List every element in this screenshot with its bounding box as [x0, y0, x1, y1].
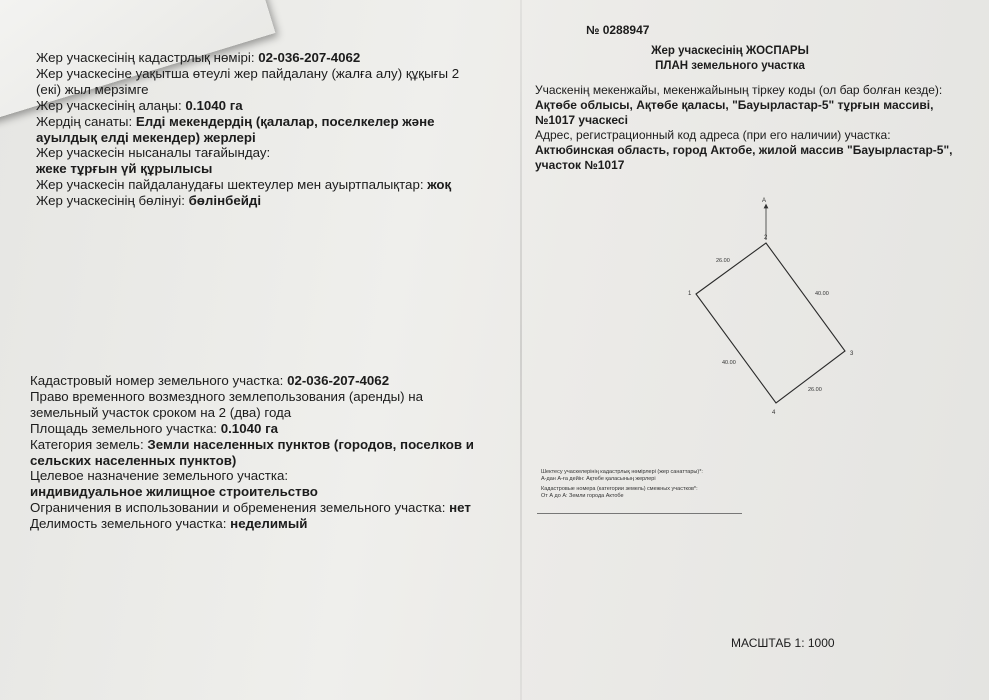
ru-purpose-label: Целевое назначение земельного участка: — [30, 468, 289, 484]
document-number: № 0288947 — [586, 23, 650, 37]
kz-category-label: Жердің санаты: — [36, 113, 133, 129]
kz-category-value-2: ауылдық елді мекендер) жерлері — [36, 129, 256, 145]
ru-restrictions-value: нет — [449, 500, 471, 516]
point-4-label: 4 — [772, 410, 776, 416]
kz-restrictions-value: жоқ — [427, 177, 452, 193]
side-4-1-label: 40.00 — [722, 360, 736, 366]
side-3-4-label: 26.00 — [808, 387, 822, 393]
side-2-3-label: 40.00 — [815, 291, 829, 297]
ru-cadastral-value: 02-036-207-4062 — [287, 373, 390, 388]
kz-purpose-label: Жер учаскесін нысаналы тағайындау: — [36, 145, 271, 161]
ru-divisibility-label: Делимость земельного участка: — [30, 516, 227, 532]
kz-area-label: Жер учаскесінің алаңы: — [36, 97, 182, 113]
north-label: A — [762, 198, 767, 204]
ru-cadastral-label: Кадастровый номер земельного участка: — [30, 373, 284, 388]
address-ru-value-2: участок №1017 — [535, 158, 625, 172]
ru-category-label: Категория земель: — [30, 436, 144, 452]
ru-divisibility-value: неделимый — [230, 516, 308, 532]
address-kz-value-2: №1017 учаскесі — [535, 113, 628, 127]
ru-restrictions-label: Ограничения в использовании и обременения земельного участка: — [30, 500, 446, 516]
legend-kz-value: А-дан А-ға дейін: Ақтөбе қаласының жерлері — [541, 475, 656, 482]
adjacent-plots-legend — [541, 469, 751, 499]
kz-cadastral-value: 02-036-207-4062 — [258, 50, 361, 65]
ru-right-line2: земельный участок сроком на 2 (два) года — [30, 404, 292, 420]
kz-divisibility-label: Жер учаскесінің бөлінуі: — [36, 193, 185, 209]
kz-restrictions-label: Жер учаскесін пайдаланудағы шектеулер мен ауыртпалықтар: — [36, 177, 424, 193]
kz-area-value: 0.1040 га — [185, 97, 243, 113]
point-2-label: 2 — [764, 235, 768, 241]
kz-cadastral-label: Жер учаскесінің кадастрлық нөмірі: — [36, 50, 255, 65]
kz-divisibility-value: бөлінбейді — [188, 193, 262, 209]
ru-area-label: Площадь земельного участка: — [30, 420, 217, 436]
legend-kz-title: Шектесу учаскелерінің кадастрлық нөмірлері (жер санаттары)*: — [541, 469, 703, 475]
scale-label: МАСШТАБ 1: 1000 — [731, 636, 835, 650]
ru-category-value-2: сельских населенных пунктов) — [30, 452, 237, 468]
legend-ru-value: От А до А: Земли города Актобе — [541, 492, 624, 499]
address-kz-value-1: Ақтөбе облысы, Ақтөбе қаласы, "Бауырластар-5" тұрғын массиві, — [535, 98, 934, 112]
kz-right-line2: (екі) жыл мерзімге — [36, 81, 149, 97]
address-kz-label: Учаскенің мекенжайы, мекенжайының тіркеу коды (ол бар болған кезде): — [535, 83, 943, 97]
kz-purpose-value: жеке тұрғын үй құрылысы — [36, 161, 213, 177]
side-1-2-label: 26.00 — [716, 258, 730, 264]
address-ru-label: Адрес, регистрационный код адреса (при его наличии) участка: — [535, 128, 891, 142]
address-ru-value-1: Актюбинская область, город Актобе, жилой массив "Бауырластар-5", — [535, 143, 953, 157]
kz-right-line1: Жер учаскесіне уақытша өтеулі жер пайдалану (жалға алу) құқығы 2 — [36, 65, 460, 81]
ru-area-value: 0.1040 га — [220, 420, 279, 436]
plot-boundary — [696, 243, 845, 403]
plan-title-ru: ПЛАН земельного участка — [655, 60, 805, 72]
legend-ru-title: Кадастровые номера (категории земель) смежных участков*: — [541, 486, 698, 493]
point-3-label: 3 — [850, 351, 854, 357]
point-1-label: 1 — [688, 291, 692, 297]
ru-right-line1: Право временного возмездного землепользования (аренды) на — [30, 388, 423, 404]
plan-title-kz: Жер учаскесінің ЖОСПАРЫ — [651, 45, 809, 57]
ru-category-value-1: Земли населенных пунктов (городов, поселков и — [147, 436, 474, 452]
ru-purpose-value: индивидуальное жилищное строительство — [30, 484, 318, 500]
kz-category-value-1: Елді мекендердің (қалалар, поселкелер және — [135, 113, 435, 129]
